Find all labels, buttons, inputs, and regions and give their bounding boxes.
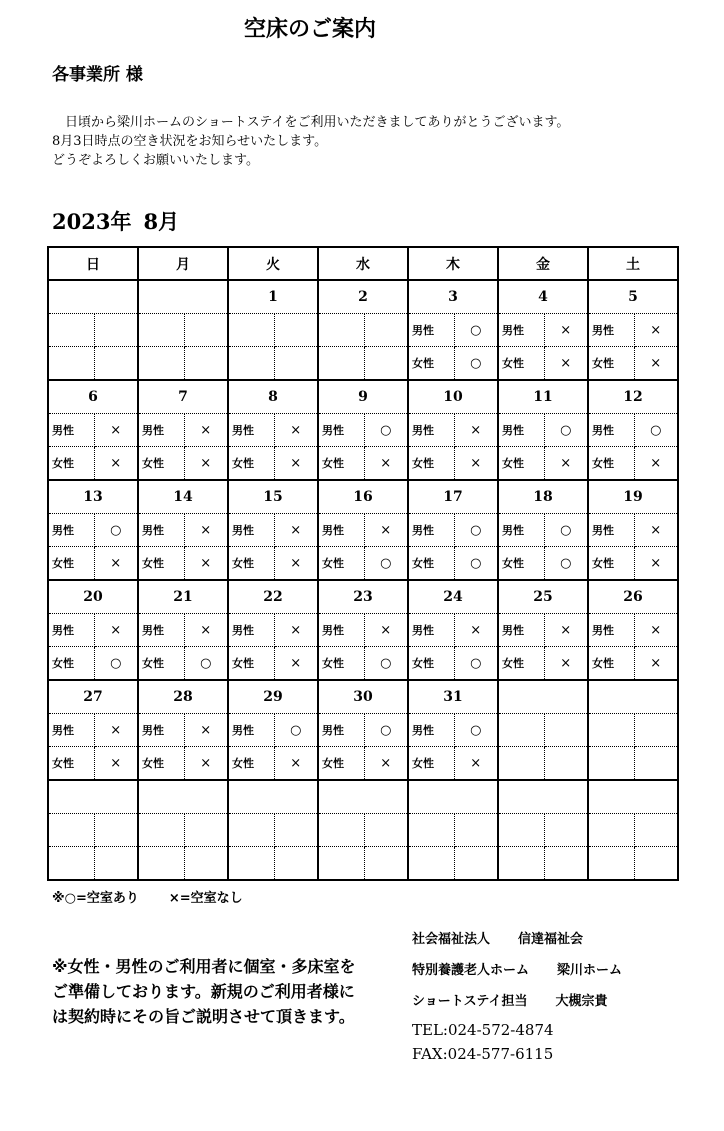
male-label [408,814,454,847]
male-availability: × [544,314,588,347]
male-label: 男性 [138,614,184,647]
male-label: 男性 [408,714,454,747]
male-label: 男性 [408,414,454,447]
male-availability: × [364,614,408,647]
female-availability: × [274,447,318,481]
corp-name: 信達福祉会 [518,932,584,947]
week-day-numbers [48,780,678,814]
female-label [228,347,274,381]
male-label: 男性 [138,714,184,747]
intro-line: どうぞよろしくお願いいたします。 [52,153,259,168]
male-label: 男性 [228,514,274,547]
day-number: 21 [138,580,228,614]
day-number: 12 [588,380,678,414]
female-availability: × [634,347,678,381]
female-availability [634,847,678,881]
day-number: 25 [498,580,588,614]
female-availability: × [454,747,498,781]
facility-name: 梁川ホーム [557,963,623,978]
female-label [588,847,634,881]
male-availability: ○ [454,314,498,347]
male-availability: × [364,514,408,547]
male-availability [184,314,228,347]
contact-person: 大槻宗貴 [555,994,608,1009]
female-availability: × [184,547,228,581]
male-availability: × [454,614,498,647]
week-female-row [48,547,678,581]
female-label [48,847,94,881]
female-label: 女性 [318,647,364,681]
day-number: 30 [318,680,408,714]
day-number: 18 [498,480,588,514]
weekday-header: 月 [138,247,228,280]
female-label [228,847,274,881]
day-number: 28 [138,680,228,714]
male-availability [544,714,588,747]
female-label: 女性 [48,447,94,481]
male-availability: × [184,514,228,547]
male-label [498,714,544,747]
room-note: ※女性・男性のご利用者に個室・多床室をご準備しております。新規のご利用者様には契約時にその旨ご説明させて頂きます。 [52,957,356,1026]
female-label [408,847,454,881]
week-male-row [48,314,678,347]
female-availability [454,847,498,881]
female-availability: × [94,547,138,581]
male-label: 男性 [498,514,544,547]
male-availability [184,814,228,847]
male-label [588,714,634,747]
week-male-row [48,714,678,747]
calendar-month: 8月 [143,209,180,234]
male-availability: × [274,614,318,647]
week-day-numbers [48,280,678,314]
male-availability: ○ [454,514,498,547]
male-availability: × [274,414,318,447]
female-label: 女性 [588,347,634,381]
male-availability [634,714,678,747]
week-male-row [48,614,678,647]
female-label: 女性 [498,647,544,681]
female-availability: × [274,747,318,781]
day-number [138,780,228,814]
facility-type: 特別養護老人ホーム [412,963,530,978]
male-label: 男性 [138,414,184,447]
male-availability: × [634,614,678,647]
male-label: 男性 [318,514,364,547]
male-availability: × [184,714,228,747]
female-availability: × [184,447,228,481]
male-label: 男性 [318,614,364,647]
female-availability: ○ [454,647,498,681]
female-label: 女性 [498,447,544,481]
male-availability [274,314,318,347]
male-label [588,814,634,847]
day-number: 22 [228,580,318,614]
day-number: 15 [228,480,318,514]
male-label: 男性 [588,514,634,547]
female-label: 女性 [48,647,94,681]
week-female-row [48,647,678,681]
week-day-numbers [48,380,678,414]
day-number [498,780,588,814]
day-number: 16 [318,480,408,514]
legend-unavailable: ×=空室なし [168,891,243,906]
male-label: 男性 [48,514,94,547]
female-availability: ○ [454,547,498,581]
day-number: 17 [408,480,498,514]
day-number: 31 [408,680,498,714]
male-availability: × [274,514,318,547]
female-label: 女性 [48,547,94,581]
calendar-year: 2023年 [52,209,132,234]
female-label [498,847,544,881]
male-availability: ○ [454,714,498,747]
male-availability [544,814,588,847]
day-number: 26 [588,580,678,614]
male-availability: × [184,414,228,447]
female-availability: ○ [184,647,228,681]
female-label [48,347,94,381]
male-label: 男性 [498,614,544,647]
day-number: 1 [228,280,318,314]
day-number [138,280,228,314]
weekday-header: 木 [408,247,498,280]
male-label [318,314,364,347]
weekday-header: 水 [318,247,408,280]
female-label: 女性 [408,747,454,781]
male-availability: ○ [634,414,678,447]
male-label: 男性 [318,414,364,447]
female-availability: × [454,447,498,481]
recipient: 各事業所 様 [52,65,143,85]
male-label [138,314,184,347]
female-availability: × [364,447,408,481]
week-day-numbers [48,480,678,514]
female-label [498,747,544,781]
day-number: 2 [318,280,408,314]
male-label: 男性 [588,614,634,647]
female-availability: × [634,647,678,681]
female-label: 女性 [228,647,274,681]
female-label [318,847,364,881]
female-availability: ○ [364,547,408,581]
day-number [588,680,678,714]
female-label: 女性 [228,747,274,781]
male-availability: ○ [274,714,318,747]
intro-line: 日頃から梁川ホームのショートステイをご利用いただきましてありがとうございます。 [65,115,570,130]
page-title: 空床のご案内 [243,17,376,42]
female-availability [184,347,228,381]
weekday-header: 土 [588,247,678,280]
female-availability [544,747,588,781]
female-availability: × [544,647,588,681]
weekday-header-row [48,247,678,280]
female-availability [364,347,408,381]
female-label [138,347,184,381]
day-number: 10 [408,380,498,414]
male-label [228,314,274,347]
female-label: 女性 [588,547,634,581]
male-availability: × [544,614,588,647]
week-female-row [48,347,678,381]
male-label: 男性 [48,614,94,647]
week-female-row [48,447,678,481]
female-availability: ○ [544,547,588,581]
male-label: 男性 [138,514,184,547]
day-number [318,780,408,814]
weekday-header: 火 [228,247,318,280]
female-label: 女性 [318,447,364,481]
female-availability: × [184,747,228,781]
female-availability [94,347,138,381]
day-number: 24 [408,580,498,614]
day-number: 8 [228,380,318,414]
week-day-numbers [48,580,678,614]
male-availability: × [634,514,678,547]
female-label [138,847,184,881]
female-label: 女性 [588,447,634,481]
legend-available: ※○=空室あり [52,891,139,906]
female-availability [184,847,228,881]
male-availability [274,814,318,847]
week-male-row [48,814,678,847]
male-availability: ○ [364,714,408,747]
male-availability [454,814,498,847]
day-number [48,280,138,314]
male-availability: ○ [94,514,138,547]
male-availability [634,814,678,847]
corp-type: 社会福祉法人 [412,932,491,947]
female-label: 女性 [408,347,454,381]
female-label: 女性 [48,747,94,781]
male-availability: × [94,414,138,447]
female-label: 女性 [138,547,184,581]
female-availability: × [274,547,318,581]
female-availability: × [94,447,138,481]
male-availability [364,814,408,847]
female-availability [94,847,138,881]
female-label [318,347,364,381]
male-availability: ○ [544,514,588,547]
day-number: 29 [228,680,318,714]
week-female-row [48,847,678,881]
day-number: 4 [498,280,588,314]
female-label: 女性 [408,547,454,581]
male-availability: × [184,614,228,647]
female-availability [364,847,408,881]
male-label [138,814,184,847]
day-number [48,780,138,814]
male-label: 男性 [228,614,274,647]
day-number [408,780,498,814]
female-label: 女性 [228,447,274,481]
female-availability [634,747,678,781]
female-label: 女性 [588,647,634,681]
phone-number: TEL:024-572-4874 [412,1021,554,1039]
day-number: 19 [588,480,678,514]
male-label: 男性 [408,614,454,647]
day-number: 13 [48,480,138,514]
male-label [228,814,274,847]
day-number: 5 [588,280,678,314]
male-label: 男性 [408,514,454,547]
female-availability: ○ [454,347,498,381]
week-male-row [48,514,678,547]
day-number [498,680,588,714]
week-female-row [48,747,678,781]
male-availability [364,314,408,347]
male-label [48,314,94,347]
female-availability: ○ [364,647,408,681]
day-number: 11 [498,380,588,414]
female-availability [274,347,318,381]
day-number: 14 [138,480,228,514]
day-number [228,780,318,814]
weekday-header: 日 [48,247,138,280]
female-availability: × [544,447,588,481]
female-availability [544,847,588,881]
male-label: 男性 [48,714,94,747]
male-label: 男性 [408,314,454,347]
day-number: 6 [48,380,138,414]
calendar-month-heading [52,206,179,236]
weekday-header: 金 [498,247,588,280]
male-availability: ○ [364,414,408,447]
male-label: 男性 [498,414,544,447]
male-label: 男性 [228,414,274,447]
week-day-numbers [48,680,678,714]
male-label [498,814,544,847]
female-label: 女性 [498,547,544,581]
day-number: 9 [318,380,408,414]
male-label [48,814,94,847]
intro-text [52,113,569,170]
male-label [318,814,364,847]
female-availability: × [634,547,678,581]
female-availability: × [94,747,138,781]
female-availability: × [544,347,588,381]
male-label: 男性 [48,414,94,447]
contact-block [412,928,622,1069]
male-availability: × [634,314,678,347]
week-male-row [48,414,678,447]
female-availability: × [634,447,678,481]
female-label: 女性 [498,347,544,381]
female-label: 女性 [408,647,454,681]
male-availability [94,314,138,347]
male-label: 男性 [228,714,274,747]
female-availability: × [364,747,408,781]
vacancy-calendar [47,246,679,881]
female-label: 女性 [408,447,454,481]
day-number: 3 [408,280,498,314]
male-availability: × [94,614,138,647]
female-label: 女性 [138,647,184,681]
male-label: 男性 [318,714,364,747]
female-label: 女性 [138,747,184,781]
female-label: 女性 [318,747,364,781]
female-availability [274,847,318,881]
intro-line: 8月3日時点の空き状況をお知らせいたします。 [52,134,328,149]
male-availability: × [94,714,138,747]
male-label: 男性 [588,314,634,347]
day-number: 27 [48,680,138,714]
female-availability: ○ [94,647,138,681]
female-label: 女性 [138,447,184,481]
department: ショートステイ担当 [412,994,528,1009]
female-label [588,747,634,781]
day-number: 7 [138,380,228,414]
female-label: 女性 [318,547,364,581]
day-number: 23 [318,580,408,614]
male-availability: × [454,414,498,447]
male-availability [94,814,138,847]
day-number: 20 [48,580,138,614]
day-number [588,780,678,814]
female-availability: × [274,647,318,681]
male-label: 男性 [498,314,544,347]
male-label: 男性 [588,414,634,447]
fax-number: FAX:024-577-6115 [412,1045,554,1063]
male-availability: ○ [544,414,588,447]
female-label: 女性 [228,547,274,581]
legend [52,887,243,906]
